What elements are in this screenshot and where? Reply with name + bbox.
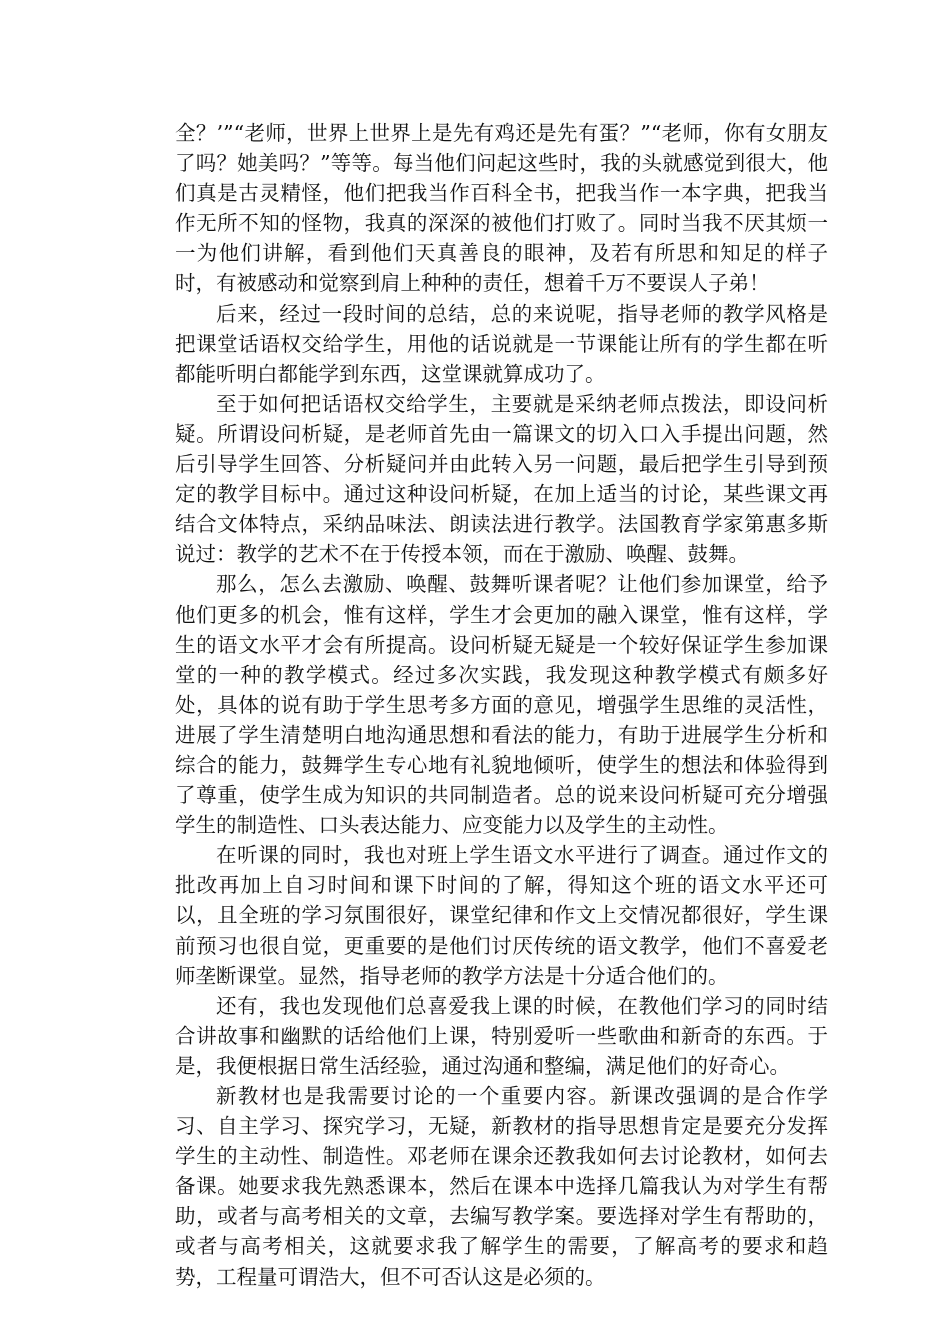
- paragraph-3: 至于如何把话语权交给学生，主要就是采纳老师点拨法，即设问析疑。所谓设问析疑，是老师首先由一篇课文的切入口入手提出问题，然后引导学生回答、分析疑问并由此转入另一问题，最后把学生引导到预定的教学目标中。通过这种设问析疑，在加上适当的讨论，某些课文再结合文体特点，采纳品味法、朗读法进行教学。法国教育学家第惠多斯说过：教学的艺术不在于传授本领，而在于激励、唤醒、鼓舞。: [175, 391, 828, 567]
- paragraph-4: 那么，怎么去激励、唤醒、鼓舞听课者呢？让他们参加课堂，给予他们更多的机会，惟有这样，学生才会更加的融入课堂，惟有这样，学生的语文水平才会有所提高。设问析疑无疑是一个较好保证学生参加课堂的一种的教学模式。经过多次实践，我发现这种教学模式有颇多好处，具体的说有助于学生思考多方面的意见，增强学生思维的灵活性，进展了学生清楚明白地沟通思想和看法的能力，有助于进展学生分析和综合的能力，鼓舞学生专心地有礼貌地倾听，使学生的想法和体验得到了尊重，使学生成为知识的共同制造者。总的说来设问析疑可充分增强学生的制造性、口头表达能力、应变能力以及学生的主动性。: [175, 572, 828, 838]
- document-body: [175, 118, 828, 1292]
- paragraph-5: 在听课的同时，我也对班上学生语文水平进行了调查。通过作文的批改再加上自习时间和课下时间的了解，得知这个班的语文水平还可以，且全班的学习氛围很好，课堂纪律和作文上交情况都很好，学生课前预习也很自觉，更重要的是他们讨厌传统的语文教学，他们不喜爱老师垄断课堂。显然，指导老师的教学方法是十分适合他们的。: [175, 843, 828, 988]
- paragraph-7: 新教材也是我需要讨论的一个重要内容。新课改强调的是合作学习、自主学习、探究学习，无疑，新教材的指导思想肯定是要充分发挥学生的主动性、制造性。邓老师在课余还教我如何去讨论教材，如何去备课。她要求我先熟悉课本，然后在课本中选择几篇我认为对学生有帮助，或者与高考相关的文章，去编写教学案。要选择对学生有帮助的，或者与高考相关，这就要求我了解学生的需要，了解高考的要求和趋势，工程量可谓浩大，但不可否认这是必须的。: [175, 1084, 828, 1289]
- paragraph-6: 还有，我也发现他们总喜爱我上课的时候，在教他们学习的同时结合讲故事和幽默的话给他们上课，特别爱听一些歌曲和新奇的东西。于是，我便根据日常生活经验，通过沟通和整编，满足他们的好奇心。: [175, 993, 828, 1078]
- paragraph-1: 全？’”“老师，世界上世界上是先有鸡还是先有蛋？”“老师，你有女朋友了吗？她美吗？”等等。每当他们问起这些时，我的头就感觉到很大，他们真是古灵精怪，他们把我当作百科全书，把我当作一本字典，把我当作无所不知的怪物，我真的深深的被他们打败了。同时当我不厌其烦一一为他们讲解，看到他们天真善良的眼神，及若有所思和知足的样子时，有被感动和觉察到肩上种种的责任，想着千万不要误人子弟！: [175, 121, 828, 296]
- paragraph-2: 后来，经过一段时间的总结，总的来说呢，指导老师的教学风格是把课堂话语权交给学生，用他的话说就是一节课能让所有的学生都在听都能听明白都能学到东西，这堂课就算成功了。: [175, 301, 828, 386]
